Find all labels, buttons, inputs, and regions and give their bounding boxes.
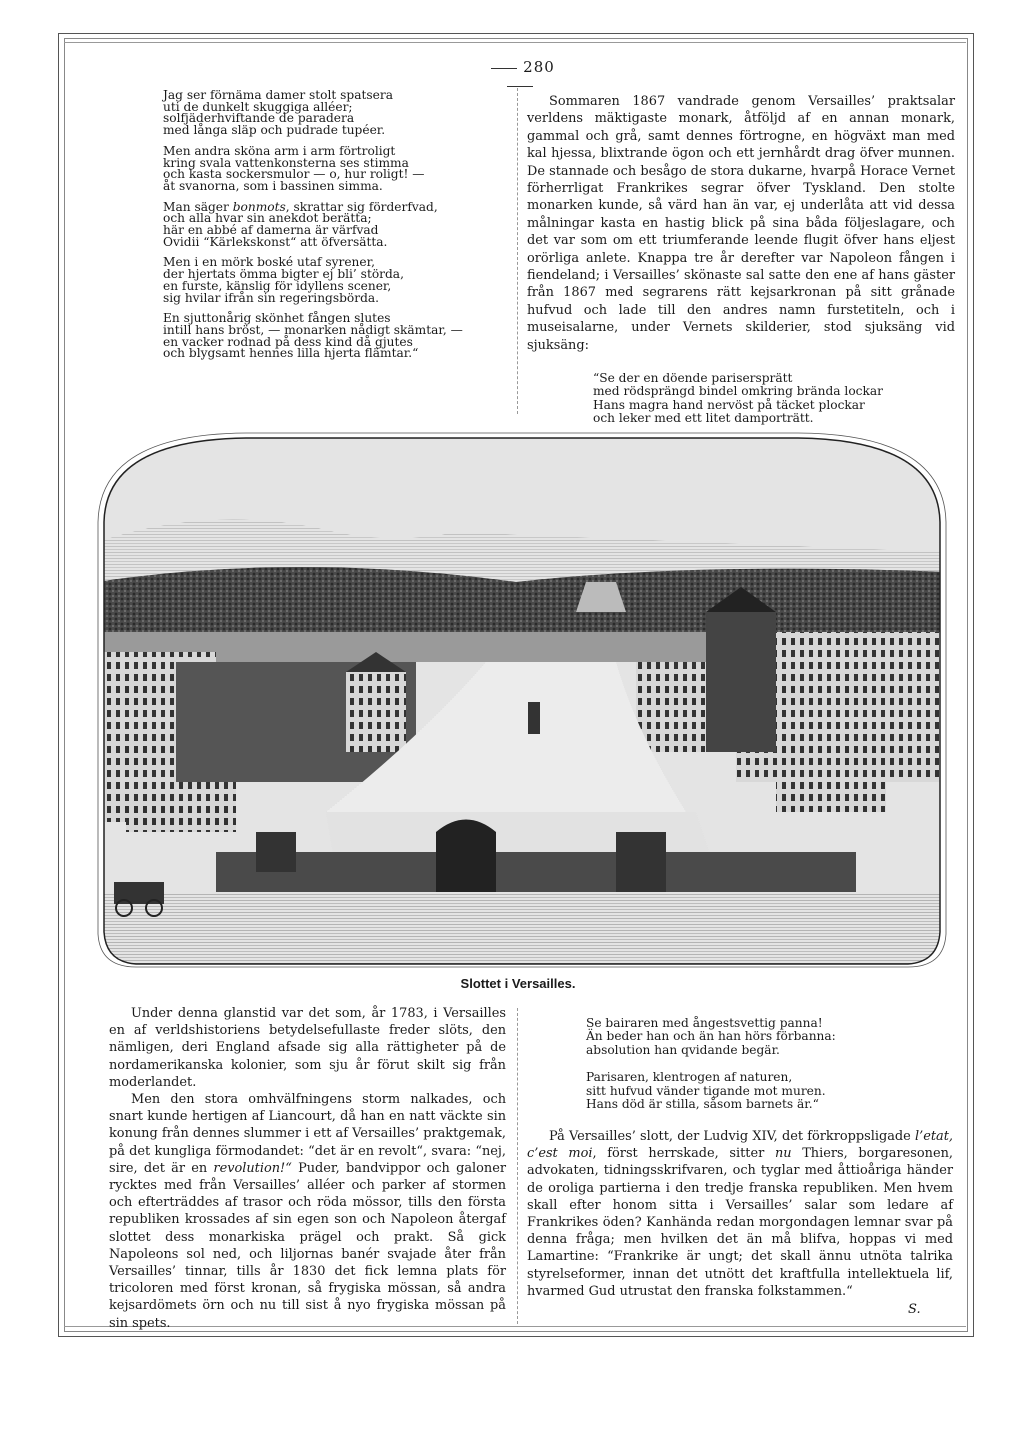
poem-line: Ovidii “Kärlekskonst“ att öfversätta. (163, 234, 388, 249)
poem-line: och alla hvar sin anekdot berätta; (163, 211, 372, 226)
paragraph: På Versailles’ slott, der Ludvig XIV, det förkroppsligade l’etat, c’est moi, först herrskade, sitter nu Thiers, borgaresonen, advokaten, tidningsskrifvaren, och tyglar med åttioåriga händer de oroliga partierna i den tredje franska republiken. Men hvem skall efter honom sitta i Versailles’ salar som ledare af Frankrikes öden? Kanhända redan morgondagen lemnar svar på denna fråga; men hvilken det än må blifva, hoppas vi med Lamartine: “Frankrike är ungt; det skall ännu utnöta talrika styrelseformer, innan det utnött det kraftfulla intellektuela lif, hvarmed Gud utrustat den franska folkstammen.“ (527, 1129, 953, 1299)
poem-stanza (163, 257, 493, 304)
poem-top-left (163, 90, 493, 369)
versailles-engraving (96, 432, 948, 968)
poem-line: intill hans bröst, — monarken nådigt skämtar, — (163, 322, 463, 337)
poem-line: och kasta sockersmulor — o, hur roligt! — (163, 167, 425, 182)
article-top-right (527, 93, 955, 354)
column-divider-bottom (517, 1008, 518, 1324)
poem-line: Man säger bonmots, skrattar sig förderfvad, (163, 199, 438, 214)
page-number: 280 (470, 58, 570, 94)
quote-top-right (593, 372, 933, 426)
quote-line: med rödsprängd bindel omkring brända lockar (593, 384, 883, 399)
poem-line: med långa släp och pudrade tupéer. (163, 123, 386, 138)
quote-line: Parisaren, klentrogen af naturen, (586, 1070, 793, 1085)
paragraph: Men den stora omhvälfningens storm nalkades, och snart kunde hertigen af Liancourt, då han en natt väckte sin konung från dennes slummer i ett af Versailles’ praktgemak, på det kungliga förmodandet: “det är en revolt“, svara: “nej, sire, det är en revolution!“ Puder, bandvippor och galoner rycktes med från Versailles’ alléer och parker af stormen och efterträddes af trasor och röda mössor, tills den första republiken krossades af sin egen son och Napoleon återgaf slottet dess monarkiska prägel och prakt. Så gick Napoleons sol ned, och liljornas banér svajade åter från Versailles’ tinnar, tills år 1830 det fick lemna plats för tricoloren med först kronan, så frygiska mössan, så andra kejsardömets örn och nu till sist å nyo frygiska mössan på sin spets. (109, 1092, 506, 1331)
paragraph: Under denna glanstid var det som, år 1783, i Versailles en af verldshistoriens betydelsefullaste freder slöts, den nämligen, deri England afsade sig alla rättigheter på de nordamerikanska kolonier, som sju år förut skilt sig från moderlandet. (109, 1006, 506, 1090)
author-signature: S. (908, 1302, 921, 1317)
quote-line: Än beder han och än han hörs förbanna: (586, 1029, 836, 1044)
poem-line: der hjertats ömma bigter ej bli’ störda, (163, 267, 404, 282)
quote-line: Hans död är stilla, såsom barnets är.“ (586, 1097, 819, 1112)
poem-line: och blygsamt hennes lilla hjerta flämtar.“ (163, 346, 419, 361)
poem-line: en furste, känslig för idyllens scener, (163, 278, 392, 293)
quote-bottom-right (586, 1017, 926, 1120)
article-bottom-right (527, 1128, 953, 1300)
quote-line: absolution han qvidande begär. (586, 1042, 780, 1057)
poem-line: en vacker rodnad på dess kind då gjutes (163, 334, 413, 349)
poem-line: kring svala vattenkonsterna ses stimma (163, 155, 409, 170)
quote-line: sitt hufvud vänder tigande mot muren. (586, 1083, 826, 1098)
quote-line: Se bairaren med ångestsvettig panna! (586, 1016, 823, 1030)
poem-line: solfjäderhviftande de paradera (163, 111, 355, 126)
poem-stanza (163, 143, 493, 193)
poem-line: Men andra sköna arm i arm förtroligt (163, 143, 396, 158)
poem-line: här en abbé af damerna är värfvad (163, 223, 379, 238)
poem-line: Men i en mörk boské utaf syrener, (163, 255, 375, 270)
poem-line: Jag ser förnäma damer stolt spatsera (163, 88, 393, 102)
poem-stanza (163, 199, 493, 249)
poem-stanza (163, 313, 493, 360)
poem-line: sig hvilar ifrån sin regeringsbörda. (163, 290, 380, 305)
quote-stanza (586, 1071, 926, 1111)
poem-line: åt svanorna, som i bassinen simma. (163, 178, 383, 193)
quote-line: “Se der en döende parisersprätt (593, 371, 793, 385)
quote-stanza (586, 1017, 926, 1057)
paragraph: Sommaren 1867 vandrade genom Versailles’ praktsalar verldens mäktigaste monark, åtföljd af en annan monark, gammal och grå, samt dennes förtrogne, en högväxt man med kal hjessa, blixtrande ögon och ett jernhårdt drag öfver munnen. De stannade och besågo de stora dukarne, hvarpå Horace Vernet förherrligat Frankrikes segrar öfver Tyskland. Den stolte monarken kunde, så värd han än var, ej underlåta att vid dessa målningar kasta en hastig blick på sina båda följeslagare, och det var som om ett triumferande leende flugit öfver hans eljest orörliga anlete. Knappa tre år derefter var Napoleon fången i fiendeland; i Versailles’ skönaste sal satte den ene af hans gäster från 1867 med segrarens rätt kejsarkronan på sitt grånade hufvud och lade till den andres namn furstetiteln, och i museisalarne, under Vernets skilderier, stod sjuksäng vid sjuksäng: (527, 94, 955, 353)
poem-stanza (163, 90, 493, 137)
frame-rule-top (64, 42, 966, 43)
article-bottom-left (109, 1005, 506, 1332)
quote-line: Hans magra hand nervöst på täcket plockar (593, 397, 865, 412)
poem-line: uti de dunkelt skuggiga alléer; (163, 99, 353, 114)
column-divider-top (517, 88, 518, 414)
quote-line: och leker med ett litet damporträtt. (593, 411, 814, 426)
illustration-caption: Slottet i Versailles. (460, 976, 576, 991)
poem-line: En sjuttonårig skönhet fången slutes (163, 311, 391, 326)
